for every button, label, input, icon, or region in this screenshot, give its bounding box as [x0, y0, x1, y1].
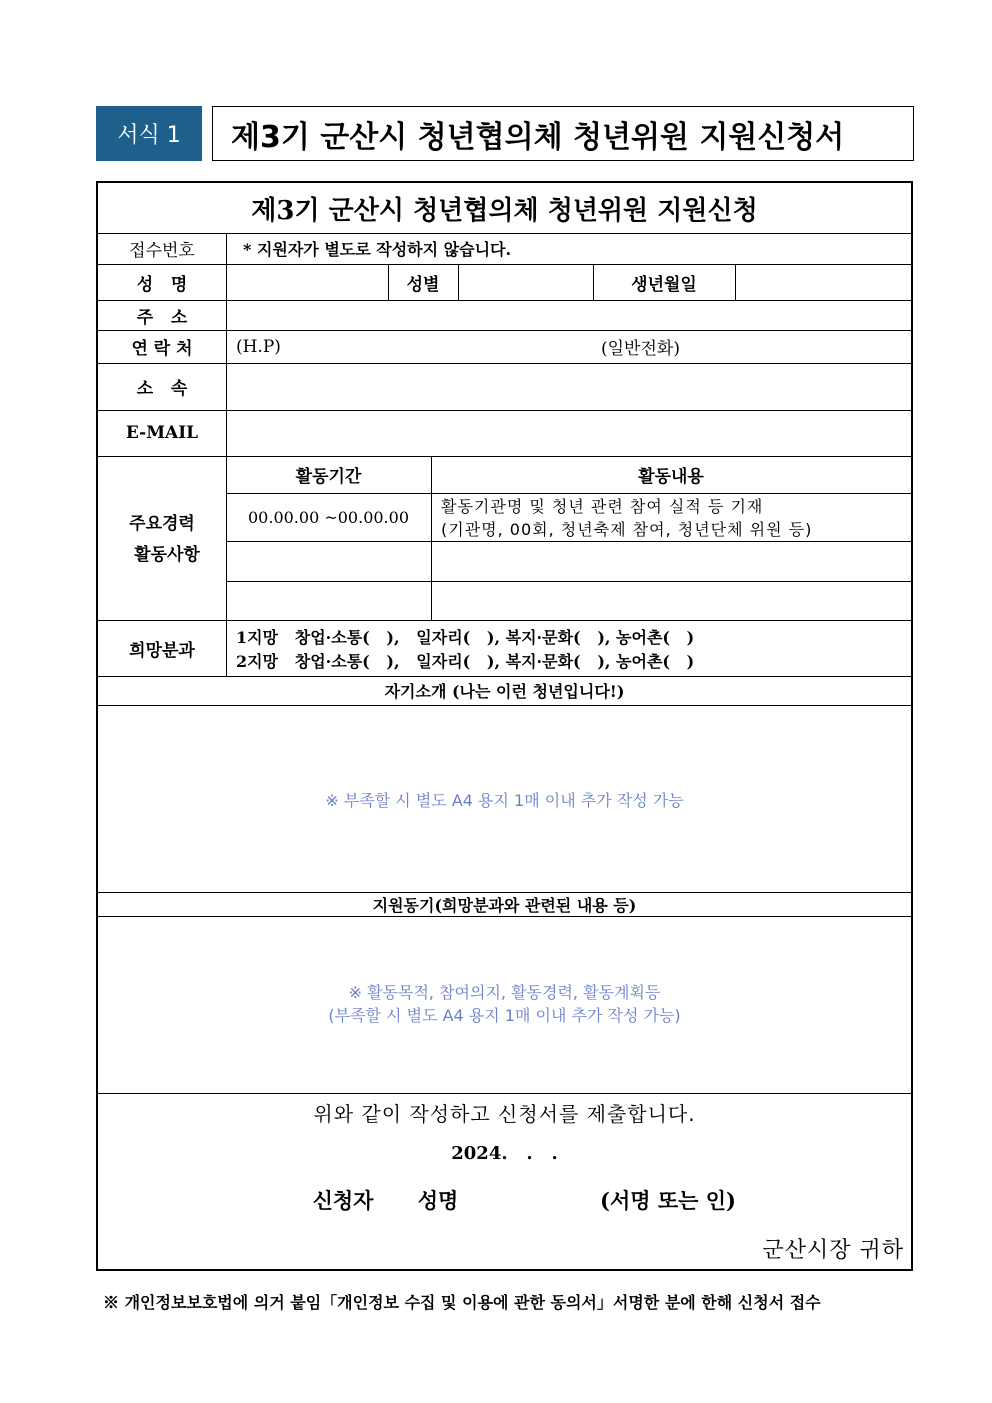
declaration-text: 위와 같이 작성하고 신청서를 제출합니다. [313, 1101, 696, 1126]
application-date[interactable]: 2024. . . [451, 1142, 558, 1164]
signature-name-field[interactable] [473, 1183, 583, 1217]
privacy-notice: ※ 개인정보보호법에 의거 붙임「개인정보 수집 및 이용에 관한 동의서」서명한 분에 한해 신청서 접수 [103, 1293, 821, 1312]
email-field[interactable] [227, 411, 911, 456]
content-field[interactable] [432, 582, 911, 620]
content-field[interactable] [432, 542, 911, 581]
career-label-line2: 활동사항 [134, 544, 200, 565]
wish-second-choice[interactable]: 2지망 창업·소통( ), 일자리( ), 복지·문화( ), 농어촌( ) [236, 651, 695, 671]
period-field[interactable] [227, 542, 431, 581]
period-header: 활동기간 [295, 467, 362, 487]
name-label: 성 명 [136, 274, 188, 295]
applicant-label: 신청자 [312, 1188, 374, 1213]
birth-field[interactable] [736, 265, 911, 299]
application-form [96, 181, 913, 1271]
signature-note: (서명 또는 인) [600, 1188, 736, 1213]
receipt-note: * 지원자가 별도로 작성하지 않습니다. [243, 240, 512, 259]
gender-field[interactable] [459, 265, 592, 299]
gender-label: 성별 [406, 274, 440, 295]
affiliation-field[interactable] [227, 364, 911, 410]
divider [98, 916, 911, 917]
signature-name-label: 성명 [417, 1188, 459, 1213]
intro-header: 자기소개 (나는 이런 청년입니다!) [384, 682, 625, 701]
contact-label: 연 락 처 [131, 339, 193, 359]
period-example[interactable]: 00.00.00 ~00.00.00 [248, 507, 409, 527]
birth-label: 생년월일 [631, 274, 697, 295]
form-number-badge: 서식 1 [96, 106, 202, 161]
motive-header: 지원동기(희망분과와 관련된 내용 등) [372, 895, 637, 915]
page-title: 제3기 군산시 청년협의체 청년위원 지원신청서 [212, 106, 914, 161]
address-label: 주 소 [136, 307, 188, 328]
email-label: E-MAIL [125, 423, 199, 443]
contact-hp-field[interactable]: (H.P) [236, 336, 281, 357]
divider [98, 1093, 911, 1094]
content-header: 활동내용 [638, 467, 704, 487]
address-field[interactable] [227, 301, 911, 330]
wish-first-choice[interactable]: 1지망 창업·소통( ), 일자리( ), 복지·문화( ), 농어촌( ) [236, 627, 695, 647]
form-heading: 제3기 군산시 청년협의체 청년위원 지원신청 [251, 195, 758, 226]
content-example-line1[interactable]: 활동기관명 및 청년 관련 참여 실적 등 기재 [441, 496, 764, 516]
name-field[interactable] [227, 265, 387, 299]
wish-label: 희망분과 [129, 640, 195, 661]
career-label-line1: 주요경력 [129, 513, 195, 534]
motive-hint-line1: ※ 활동목적, 참여의지, 활동경력, 활동계획등 [348, 982, 661, 1002]
affiliation-label: 소 속 [136, 379, 188, 399]
receipt-label: 접수번호 [129, 241, 195, 261]
motive-hint-line2: (부족할 시 별도 A4 용지 1매 이내 추가 작성 가능) [328, 1005, 681, 1025]
contact-phone-field[interactable]: (일반전화) [601, 339, 680, 359]
recipient: 군산시장 귀하 [762, 1237, 904, 1263]
content-example-line2[interactable]: (기관명, 00회, 청년축제 참여, 청년단체 위원 등) [441, 519, 813, 539]
intro-field[interactable]: ※ 부족할 시 별도 A4 용지 1매 이내 추가 작성 가능 [325, 790, 684, 810]
period-field[interactable] [227, 582, 431, 620]
